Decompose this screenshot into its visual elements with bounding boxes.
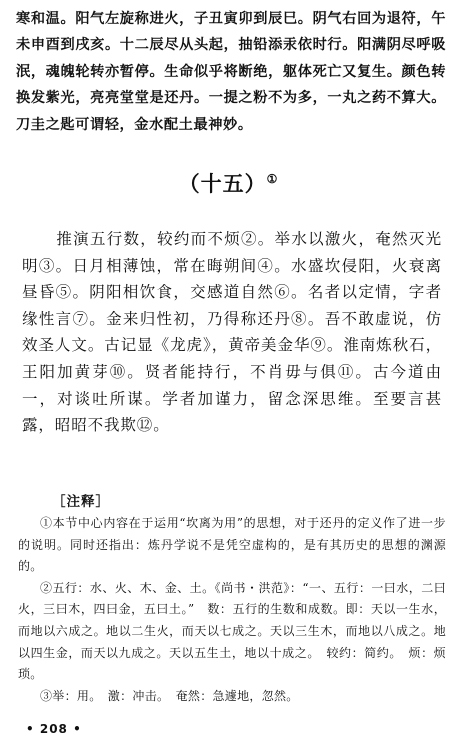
note-item-3: ③举：用。 激：冲击。 奄然：急遽地，忽然。 (40, 688, 299, 703)
main-text-body: 推演五行数，较约而不烦②。举水以激火，奄然灭光明③。日月相薄蚀，常在晦朔间④。水盛坎侵阳，火衰离昼昏⑤。阴阳相饮食，交感道自然⑥。名者以定情，字者缘性言⑦。金来归性初，乃得称还丹⑧。吾不敢虚说，仿效圣人文。古记显《龙虎》，黄帝美金华⑨。淮南炼秋石，王阳加黄芽⑩。贤者能持行，不肖毋与俱⑪。古今道由一，对谈吐所谋。学者加谨力，留念深思维。至要言甚露，昭昭不我欺⑫。 (22, 230, 442, 435)
intro-paragraph: 寒和温。阳气左旋称进火，子丑寅卯到辰巳。阴气右回为退符，午未申酉到戌亥。十二辰尽从头起，抽铅添汞依时行。阳满阴尽呼吸泯，魂魄轮转亦暂停。生命似乎将断绝，躯体死亡又复生。颜色转换发紫光，亮亮堂堂是还丹。一提之粉不为多，一丸之药不算大。刀圭之匙可谓轻，金水配土最神妙。 (16, 11, 446, 133)
section-footnote-mark: ① (266, 172, 279, 186)
page-number: • 208 • (26, 722, 82, 736)
note-item-2: ②五行：水、火、木、金、土。《尚书・洪范》：“一、五行：一曰水，二曰火，三曰木，四曰金，五曰土。” 数：五行的生数和成数。即：天以一生水，而地以六成之。地以二生火，而天以七成之。天以三生木，而地以八成之。地以四生金，而天以九成之。天以五生土，地以十成之。 较约：简约。 烦：烦琐。 (18, 580, 446, 682)
note-item-1: ①本节中心内容在于运用“坎离为用”的思想，对于还丹的定义作了进一步的说明。同时还指出：炼丹学说不是凭空虚构的，是有其历史的思想的渊源的。 (18, 516, 446, 574)
notes-list (18, 513, 446, 707)
section-title-text: （十五） (178, 171, 267, 196)
main-text (22, 226, 442, 439)
notes-heading: ［注释］ (52, 494, 110, 510)
section-title (0, 168, 457, 198)
